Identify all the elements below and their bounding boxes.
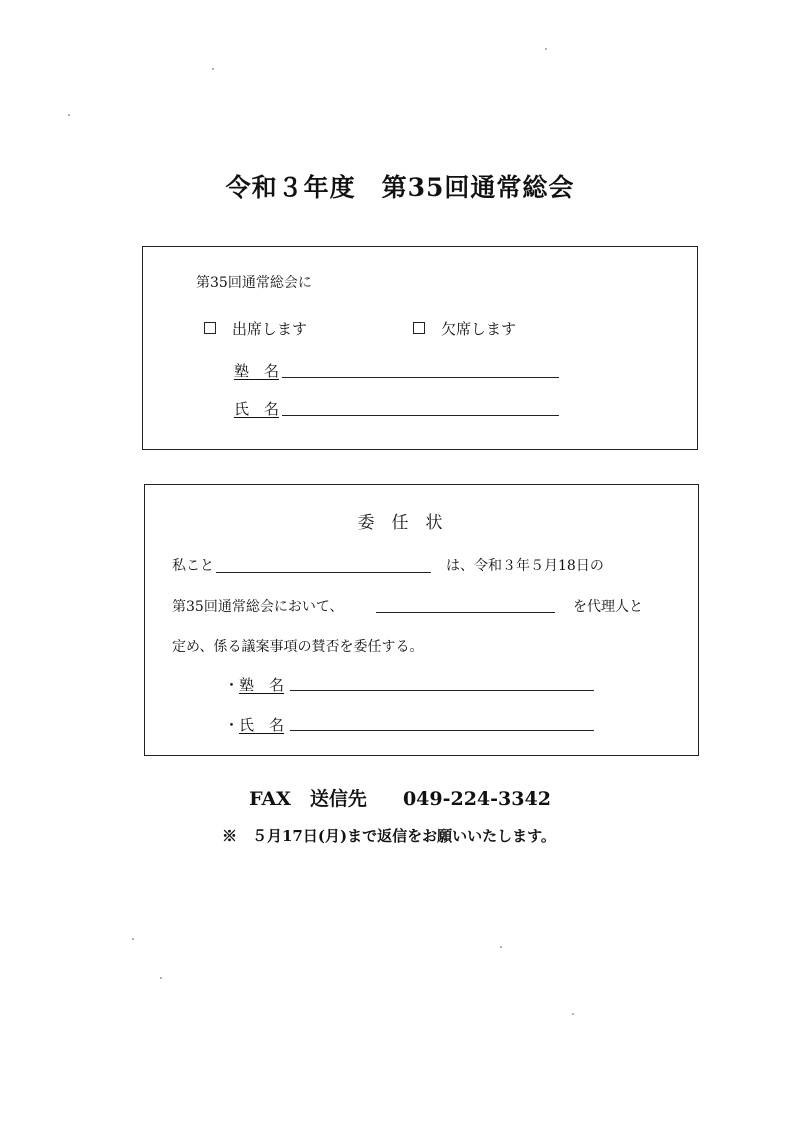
proxy-school-row bbox=[224, 674, 284, 695]
proxy-line1-prefix: 私こと bbox=[172, 558, 214, 574]
page-title: 令和３年度 第35回通常総会 bbox=[225, 173, 575, 202]
scan-speck bbox=[572, 1013, 574, 1015]
proxy-name-row bbox=[224, 714, 284, 735]
person-name-label: 氏 名 bbox=[234, 400, 280, 418]
absent-option[interactable] bbox=[413, 318, 516, 339]
attend-checkbox[interactable] bbox=[204, 322, 216, 334]
person-name-field[interactable] bbox=[282, 415, 559, 416]
proxy-name-field[interactable] bbox=[290, 730, 594, 731]
scan-speck bbox=[132, 938, 134, 940]
proxy-heading: 委 任 状 bbox=[357, 513, 443, 533]
scan-speck bbox=[500, 946, 502, 948]
proxy-school-field[interactable] bbox=[290, 690, 594, 691]
proxy-line2-suffix: を代理人と bbox=[573, 599, 643, 615]
fax-label: FAX 送信先 bbox=[249, 788, 367, 810]
reply-note: ※ ５月17日(月)まで返信をお願いいたします。 bbox=[222, 827, 556, 845]
school-name-field[interactable] bbox=[282, 377, 559, 378]
school-name-label: 塾 名 bbox=[234, 362, 280, 380]
proxy-name-label: 氏 名 bbox=[239, 716, 285, 734]
fax-line bbox=[0, 784, 800, 811]
proxy-school-label: 塾 名 bbox=[239, 676, 285, 694]
bullet: ・ bbox=[224, 676, 240, 694]
attendance-heading: 第35回通常総会に bbox=[196, 275, 312, 291]
fax-number: 049-224-3342 bbox=[402, 788, 551, 810]
proxy-agent-field[interactable] bbox=[376, 612, 555, 613]
scan-speck bbox=[545, 48, 547, 50]
proxy-line3: 定め、係る議案事項の賛否を委任する。 bbox=[172, 639, 424, 655]
proxy-line2-prefix: 第35回通常総会において、 bbox=[172, 599, 344, 615]
bullet: ・ bbox=[224, 716, 240, 734]
absent-checkbox[interactable] bbox=[413, 322, 425, 334]
absent-label: 欠席します bbox=[441, 320, 517, 338]
scan-speck bbox=[212, 68, 214, 70]
scan-speck bbox=[68, 114, 70, 116]
scan-speck bbox=[160, 977, 162, 979]
proxy-line1-suffix: は、令和３年５月18日の bbox=[446, 558, 604, 574]
principal-name-field[interactable] bbox=[216, 572, 431, 573]
attend-label: 出席します bbox=[232, 320, 308, 338]
attend-option[interactable] bbox=[204, 318, 307, 339]
